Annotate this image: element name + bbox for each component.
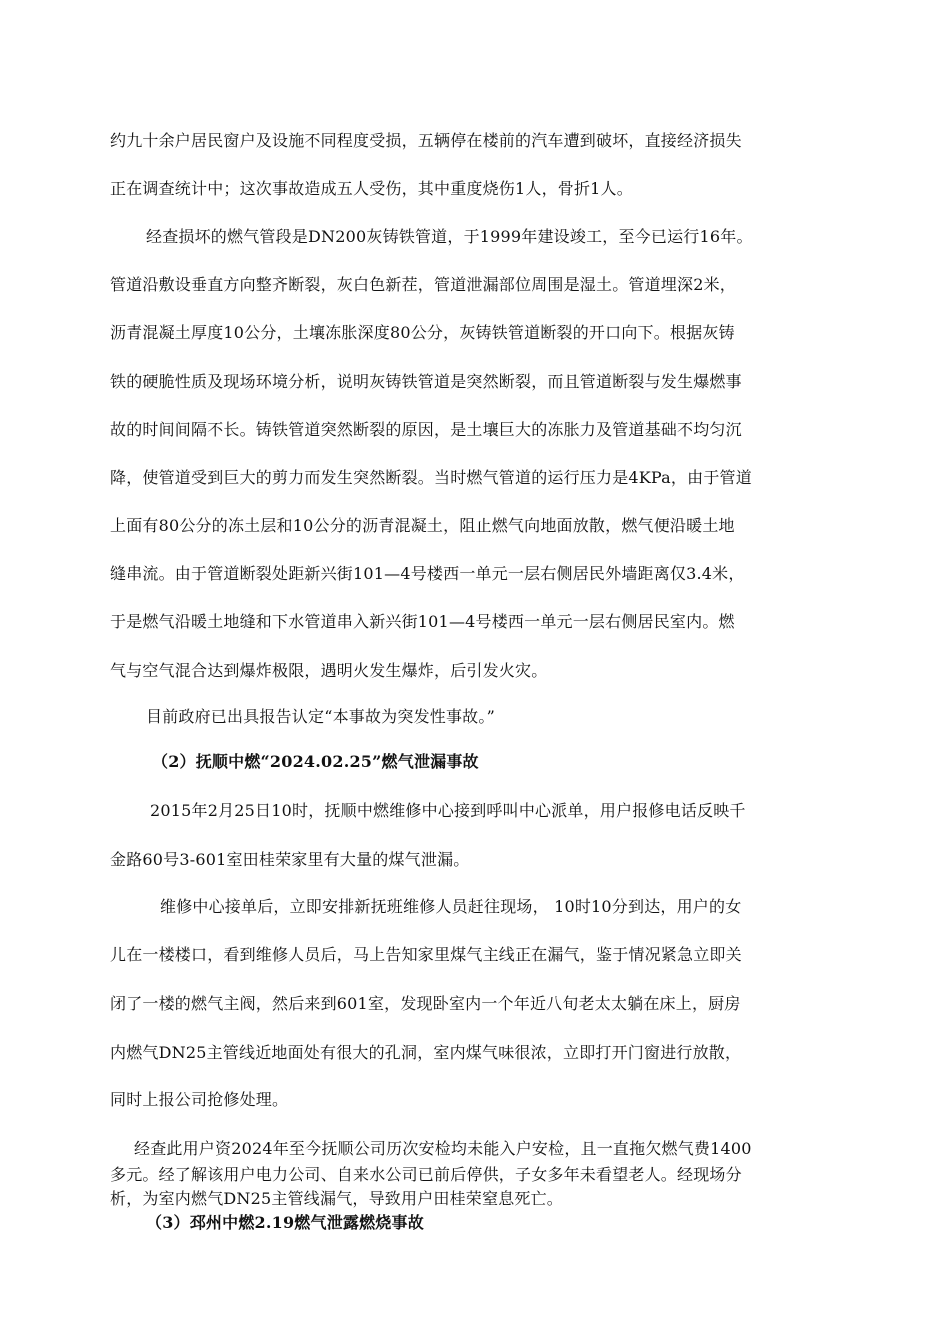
- paragraph-line-5: 沥青混凝土厚度10公分，土壤冻胀深度80公分，灰铸铁管道断裂的开口向下。根据灰铸: [110, 323, 735, 342]
- section-heading-3: （3）邳州中燃2.19燃气泄露燃烧事故: [146, 1213, 424, 1232]
- paragraph-line-12: 气与空气混合达到爆炸极限，遇明火发生爆炸，后引发火灾。: [110, 661, 548, 680]
- paragraph-line-10: 缝串流。由于管道断裂处距新兴街101—4号楼西一单元一层右侧居民外墙距离仅3.4米，: [110, 564, 745, 583]
- paragraph-line-3: 经查损坏的燃气管段是DN200灰铸铁管道，于1999年建设竣工，至今已运行16年。: [146, 227, 753, 246]
- paragraph-line-18: 儿在一楼楼口，看到维修人员后，马上告知家里煤气主线正在漏气，鉴于情况紧急立即关: [110, 945, 742, 964]
- paragraph-line-19: 闭了一楼的燃气主阀，然后来到601室，发现卧室内一个年近八旬老太太躺在床上，厨房: [110, 994, 741, 1013]
- section-heading-2: （2）抚顺中燃“2024.02.25”燃气泄漏事故: [152, 752, 479, 771]
- paragraph-line-16: 金路60号3-601室田桂荣家里有大量的煤气泄漏。: [110, 850, 470, 869]
- paragraph-line-24: 析，为室内燃气DN25主管线漏气，导致用户田桂荣窒息死亡。: [110, 1189, 563, 1208]
- paragraph-line-20: 内燃气DN25主管线近地面处有很大的孔洞，室内煤气味很浓，立即打开门窗进行放散，: [110, 1043, 742, 1062]
- paragraph-line-11: 于是燃气沿暖土地缝和下水管道串入新兴街101—4号楼西一单元一层右侧居民室内。燃: [110, 612, 735, 631]
- paragraph-line-7: 故的时间间隔不长。铸铁管道突然断裂的原因，是土壤巨大的冻胀力及管道基础不均匀沉: [110, 420, 742, 439]
- paragraph-line-17: 维修中心接单后，立即安排新抚班维修人员赶往现场， 10时10分到达，用户的女: [160, 897, 742, 916]
- paragraph-line-15: 2015年2月25日10时，抚顺中燃维修中心接到呼叫中心派单，用户报修电话反映千: [150, 801, 746, 820]
- paragraph-line-1: 约九十余户居民窗户及设施不同程度受损，五辆停在楼前的汽车遭到破坏，直接经济损失: [110, 131, 742, 150]
- paragraph-line-13: 目前政府已出具报告认定“本事故为突发性事故。”: [146, 707, 495, 726]
- paragraph-line-2: 正在调查统计中；这次事故造成五人受伤，其中重度烧伤1人，骨折1人。: [110, 179, 633, 198]
- paragraph-line-6: 铁的硬脆性质及现场环境分析，说明灰铸铁管道是突然断裂，而且管道断裂与发生爆燃事: [110, 372, 742, 391]
- paragraph-line-21: 同时上报公司抢修处理。: [110, 1090, 289, 1109]
- paragraph-line-8: 降，使管道受到巨大的剪力而发生突然断裂。当时燃气管道的运行压力是4KPa，由于管道: [110, 468, 752, 487]
- paragraph-line-23: 多元。经了解该用户电力公司、自来水公司已前后停供，子女多年未看望老人。经现场分: [110, 1165, 742, 1184]
- paragraph-line-22: 经查此用户资2024年至今抚顺公司历次安检均未能入户安检，且一直拖欠燃气费1400: [134, 1139, 752, 1158]
- paragraph-line-4: 管道沿敷设垂直方向整齐断裂，灰白色新茬，管道泄漏部位周围是湿土。管道埋深2米，: [110, 275, 736, 294]
- paragraph-line-9: 上面有80公分的冻土层和10公分的沥青混凝土，阻止燃气向地面放散，燃气便沿暖土地: [110, 516, 735, 535]
